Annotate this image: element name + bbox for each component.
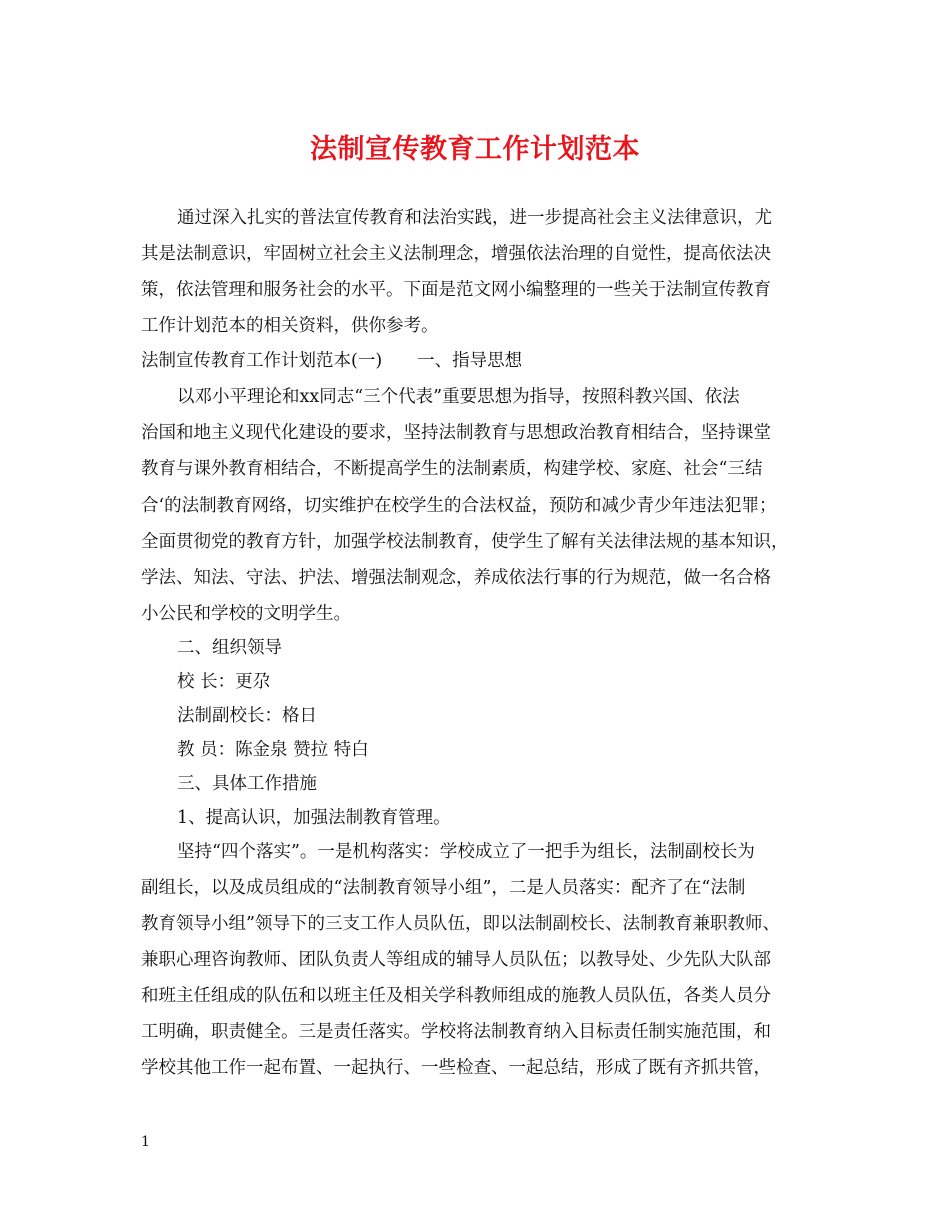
paragraph-line: 学法、知法、守法、护法、增强法制观念，养成依法行事的行为规范，做一名合格 [141, 568, 771, 588]
paragraph-line: 以邓小平理论和xx同志“三个代表”重要思想为指导，按照科教兴国、依法 [177, 387, 740, 407]
section-heading-line: 法制宣传教育工作计划范本(一) 一、指导思想 [141, 351, 523, 371]
paragraph-line: 其是法制意识，牢固树立社会主义法制理念，增强依法治理的自觉性，提高依法决 [141, 244, 771, 264]
paragraph-line: 和班主任组成的队伍和以班主任及相关学科教师组成的施教人员队伍，各类人员分 [141, 986, 771, 1006]
paragraph-line: 策，依法管理和服务社会的水平。下面是范文网小编整理的一些关于法制宣传教育 [141, 280, 771, 300]
section-heading-line: 二、组织领导 [177, 638, 282, 658]
paragraph-line: 小公民和学校的文明学生。 [141, 604, 351, 624]
paragraph-line: 法制副校长：格日 [177, 706, 317, 726]
paragraph-line: 教育领导小组”领导下的三支工作人员队伍，即以法制副校长、法制教育兼职教师、 [141, 914, 780, 934]
paragraph-line: 兼职心理咨询教师、团队负责人等组成的辅导人员队伍；以教导处、少先队大队部 [141, 950, 771, 970]
paragraph-line: 工明确，职责健全。三是责任落实。学校将法制教育纳入目标责任制实施范围，和 [141, 1022, 771, 1042]
paragraph-line: 全面贯彻党的教育方针，加强学校法制教育，使学生了解有关法律法规的基本知识， [141, 532, 789, 552]
paragraph-line: 合‘的法制教育网络，切实维护在校学生的合法权益，预防和减少青少年违法犯罪； [141, 496, 777, 516]
paragraph-line: 坚持“四个落实”。一是机构落实：学校成立了一把手为组长，法制副校长为 [177, 842, 755, 862]
paragraph-line: 教 员：陈金泉 赞拉 特白 [177, 740, 369, 760]
section-heading-line: 三、具体工作措施 [177, 774, 317, 794]
paragraph-line: 治国和地主义现代化建设的要求，坚持法制教育与思想政治教育相结合，坚持课堂 [141, 423, 771, 443]
paragraph-line: 学校其他工作一起布置、一起执行、一些检查、一起总结，形成了既有齐抓共管， [141, 1058, 771, 1078]
paragraph-line: 副组长，以及成员组成的“法制教育领导小组”，二是人员落实：配齐了在“法制 [141, 878, 746, 898]
document-title: 法制宣传教育工作计划范本 [310, 134, 640, 165]
page-number: 1 [141, 1134, 150, 1150]
paragraph-line: 教育与课外教育相结合，不断提高学生的法制素质，构建学校、家庭、社会“三结 [141, 459, 763, 479]
paragraph-line: 1、提高认识，加强法制教育管理。 [177, 808, 451, 828]
paragraph-line: 通过深入扎实的普法宣传教育和法治实践，进一步提高社会主义法律意识，尤 [177, 208, 772, 228]
paragraph-line: 校 长：更尕 [177, 672, 271, 692]
paragraph-line: 工作计划范本的相关资料，供你参考。 [141, 316, 439, 336]
